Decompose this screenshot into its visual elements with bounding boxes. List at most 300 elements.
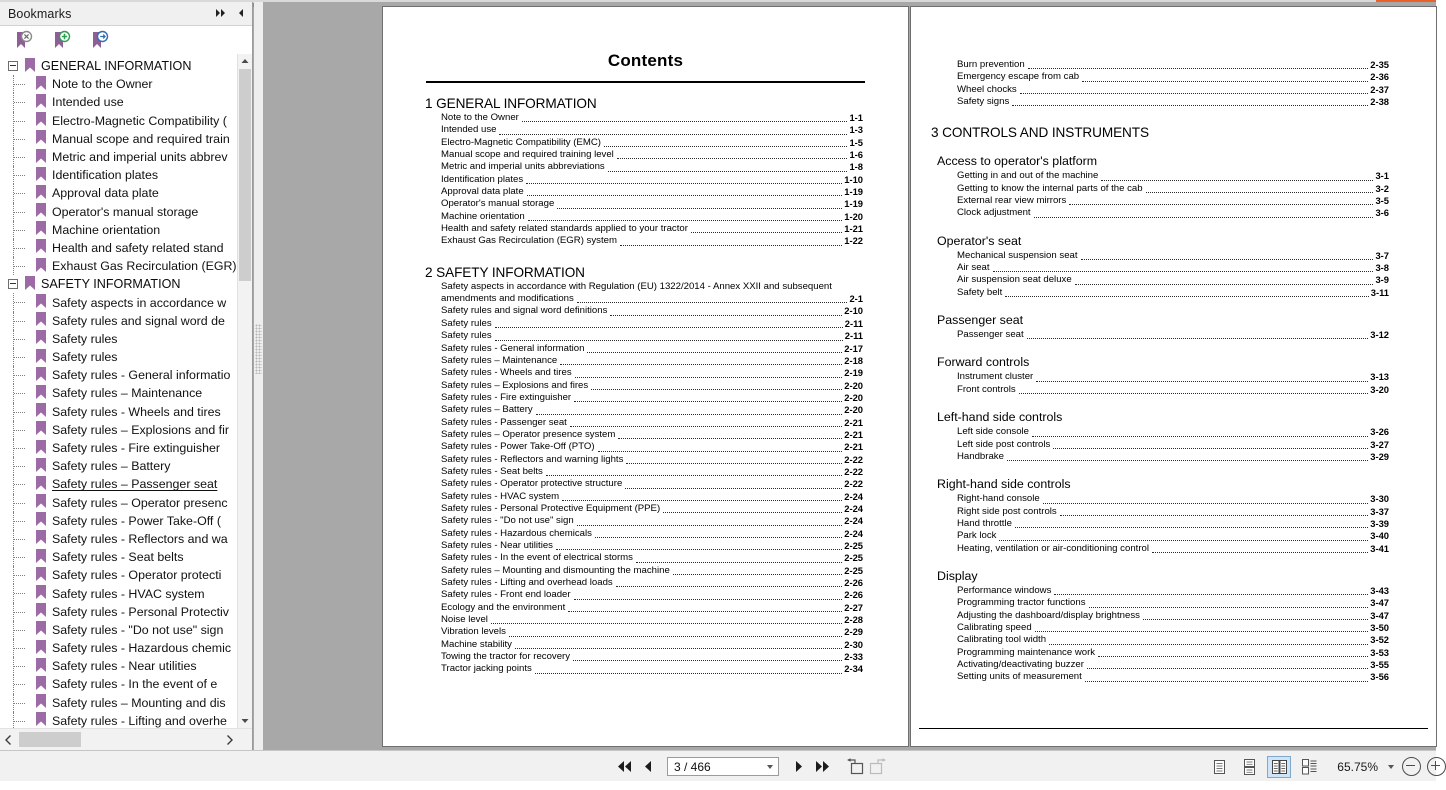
toc-leader-dots (691, 231, 842, 233)
toc-entry[interactable] (383, 149, 908, 161)
toc-entry[interactable] (911, 262, 1436, 274)
continuous-scroll-view-button[interactable] (1237, 756, 1261, 778)
toc-leader-dots (1143, 618, 1368, 620)
toc-entry-page: 2-33 (844, 651, 863, 663)
toc-chapter-heading[interactable]: 3 CONTROLS AND INSTRUMENTS (931, 125, 1149, 141)
toc-entry-page: 3-40 (1370, 530, 1389, 542)
bookmark-item[interactable] (0, 257, 252, 275)
toc-leader-dots (1053, 447, 1368, 449)
bookmark-item[interactable] (0, 75, 252, 93)
toc-entry-label: Performance windows (957, 584, 1052, 596)
toc-leader-dots (620, 244, 842, 246)
toc-entry-page: 3-11 (1370, 286, 1389, 298)
toc-entry[interactable] (911, 59, 1436, 71)
toc-leader-dots (1054, 593, 1368, 595)
toc-entry[interactable] (911, 506, 1436, 518)
toc-entry[interactable] (383, 626, 908, 638)
toc-entry[interactable] (383, 429, 908, 441)
toc-entry[interactable] (911, 287, 1436, 299)
two-page-scroll-view-button[interactable] (1297, 756, 1321, 778)
bookmark-item[interactable] (0, 221, 252, 239)
toc-entry[interactable] (383, 503, 908, 515)
tree-branch-line (14, 503, 25, 505)
bookmark-flag-icon (24, 275, 36, 294)
toc-entry-label: Wheel chocks (957, 83, 1017, 95)
toc-entry-page: 1-6 (849, 149, 863, 161)
bookmark-item[interactable] (0, 694, 252, 712)
toc-entry-label: Clock adjustment (957, 207, 1031, 219)
bookmarks-tree[interactable] (0, 54, 252, 728)
toc-entry-label: Note to the Owner (441, 112, 519, 123)
bookmark-item-label: Metric and imperial units abbrev (52, 150, 228, 165)
toc-entry-label: Safety belt (957, 286, 1003, 298)
bookmarks-panel (0, 2, 253, 750)
toc-leader-dots (1036, 380, 1368, 382)
toc-entry[interactable] (383, 540, 908, 552)
bookmark-item[interactable] (0, 348, 252, 366)
toc-entry-label: Metric and imperial units abbreviations (441, 161, 605, 173)
toc-entry-label: Right side post controls (957, 505, 1057, 517)
toc-entry-page: 2-24 (844, 515, 863, 527)
bookmark-item[interactable] (0, 93, 252, 111)
toc-entry[interactable] (383, 478, 908, 490)
tree-branch-line (14, 84, 25, 86)
toc-entry[interactable] (383, 198, 908, 210)
toc-entry[interactable] (911, 207, 1436, 219)
toc-entry-label: Mechanical suspension seat (957, 249, 1078, 261)
toc-entry-label: Safety rules - Personal Protective Equipment (PPE) (441, 502, 661, 514)
toc-leader-dots (1082, 80, 1368, 82)
page-title: Contents (607, 51, 684, 70)
toc-leader-dots (1019, 392, 1369, 394)
toc-entry-label: Air suspension seat deluxe (957, 274, 1072, 286)
toc-entry[interactable] (383, 639, 908, 651)
toc-entry[interactable] (911, 71, 1436, 83)
toc-entry[interactable] (383, 318, 908, 330)
toc-chapter-heading[interactable]: 1 GENERAL INFORMATION (425, 96, 597, 111)
previous-view-button[interactable] (844, 755, 866, 779)
toc-entry[interactable] (911, 518, 1436, 530)
toc-entry-page: 2-21 (844, 428, 863, 440)
toc-leader-dots (1007, 459, 1368, 461)
toc-entry[interactable] (911, 493, 1436, 505)
bookmark-flag-icon (35, 475, 47, 494)
bookmarks-header (0, 2, 252, 26)
toc-entry[interactable] (911, 195, 1436, 207)
toc-leader-dots (1049, 643, 1368, 645)
toc-section-heading[interactable]: Forward controls (937, 355, 1030, 370)
bookmark-item[interactable] (0, 148, 252, 166)
toc-entry[interactable] (383, 651, 908, 663)
tree-branch-line (14, 175, 25, 177)
bookmark-flag-icon (35, 75, 47, 94)
toc-entry-page: 2-22 (844, 465, 863, 477)
bookmark-item-label: Safety rules - HVAC system (52, 586, 205, 601)
toc-entry-label: Emergency escape from cab (957, 71, 1080, 83)
toc-entry-page: 2-1 (849, 293, 863, 305)
bookmark-item-label: Safety rules - Near utilities (52, 659, 197, 674)
toc-entry[interactable] (383, 466, 908, 478)
toc-entry[interactable] (911, 329, 1436, 341)
toc-entry-label: Safety rules - Seat belts (441, 465, 543, 477)
toc-entry[interactable] (911, 84, 1436, 96)
toc-section-heading[interactable]: Left-hand side controls (937, 410, 1063, 425)
two-page-view-button[interactable] (1267, 756, 1291, 778)
toc-entry[interactable] (911, 659, 1436, 671)
toc-entry-label: Safety rules - Operator protective structure (441, 478, 623, 490)
toc-section-heading[interactable]: Passenger seat (937, 313, 1024, 328)
bookmark-flag-icon (35, 548, 47, 567)
bookmark-flag-icon (35, 366, 47, 385)
toc-entry[interactable] (383, 404, 908, 416)
last-page-button[interactable] (810, 754, 834, 780)
toc-entry[interactable] (383, 343, 908, 355)
zoom-level-value[interactable]: 65.75% (1337, 759, 1378, 774)
toc-leader-dots (1146, 191, 1374, 193)
bookmark-item[interactable] (0, 112, 252, 130)
zoom-chevron-down-icon[interactable] (1388, 765, 1394, 769)
new-bookmark-icon[interactable] (50, 29, 72, 51)
tree-branch-line (14, 684, 25, 686)
toc-entry[interactable] (383, 211, 908, 223)
toc-entry[interactable] (383, 380, 908, 392)
toc-entry-page: 2-22 (844, 478, 863, 490)
toc-entry[interactable] (383, 124, 908, 136)
toc-entry-page: 3-5 (1375, 195, 1389, 207)
bookmark-item[interactable] (0, 384, 252, 402)
toc-entry-page: 3-43 (1370, 584, 1389, 596)
toc-entry[interactable] (383, 614, 908, 626)
toc-leader-dots (1012, 104, 1368, 106)
bookmark-item[interactable] (0, 203, 252, 221)
toc-entry[interactable] (383, 161, 908, 173)
bookmark-item-label: SAFETY INFORMATION (41, 277, 181, 292)
bookmarks-title: Bookmarks (8, 6, 72, 21)
hscrollbar-thumb[interactable] (19, 732, 81, 747)
toc-entry-label: Machine orientation (441, 210, 525, 222)
toc-entry[interactable] (383, 392, 908, 404)
toc-entry[interactable] (383, 589, 908, 601)
toc-entry[interactable] (383, 441, 908, 453)
bookmark-item[interactable] (0, 457, 252, 475)
single-page-view-button[interactable] (1207, 756, 1231, 778)
toc-entry-label: Programming maintenance work (957, 646, 1096, 658)
toc-entry-label: Identification plates (441, 173, 524, 185)
bookmark-item[interactable] (0, 239, 252, 257)
toc-entry-page: 2-11 (844, 317, 863, 329)
toc-entry[interactable] (911, 543, 1436, 555)
bookmark-flag-icon (35, 657, 47, 676)
toc-entry[interactable] (911, 622, 1436, 634)
tree-branch-line (14, 521, 25, 523)
bookmark-item[interactable] (0, 312, 252, 330)
tree-branch-line (14, 375, 25, 377)
toc-entry-page: 2-24 (844, 490, 863, 502)
bookmark-item[interactable] (0, 166, 252, 184)
goto-bookmark-icon[interactable] (88, 29, 110, 51)
collapse-node-icon[interactable] (8, 61, 18, 71)
toc-entry[interactable] (911, 250, 1436, 262)
toc-entry[interactable] (911, 451, 1436, 463)
collapse-panel-icon[interactable] (232, 4, 250, 22)
zoom-out-button[interactable] (1402, 757, 1421, 776)
bookmark-item[interactable] (0, 184, 252, 202)
toc-section-heading[interactable]: Right-hand side controls (937, 477, 1071, 492)
toc-entry-label: Tractor jacking points (441, 663, 532, 675)
toc-entry[interactable] (383, 552, 908, 564)
next-page-button[interactable] (786, 754, 810, 780)
toc-entry[interactable] (383, 491, 908, 503)
toc-entry[interactable] (383, 330, 908, 342)
toc-entry-page: 3-53 (1370, 646, 1389, 658)
toc-entry-page: 2-35 (1370, 59, 1389, 70)
toc-entry-label: Intended use (441, 124, 497, 136)
bottom-toolbar (0, 750, 1436, 781)
toc-section-heading[interactable]: Display (937, 568, 978, 583)
toc-entry-page: 2-34 (844, 663, 863, 675)
bookmark-item[interactable] (0, 57, 252, 75)
toc-entry[interactable] (383, 417, 908, 429)
toc-leader-dots (1043, 502, 1369, 504)
bookmark-flag-icon (35, 166, 47, 185)
tree-branch-line (14, 557, 25, 559)
bookmark-item[interactable] (0, 403, 252, 421)
toc-entry[interactable] (911, 634, 1436, 646)
bookmark-item[interactable] (0, 275, 252, 293)
first-page-button[interactable] (612, 754, 636, 780)
toc-leader-dots (1015, 526, 1368, 528)
bookmark-item[interactable] (0, 530, 252, 548)
tree-branch-line (14, 212, 25, 214)
toc-entry-page: 2-28 (844, 614, 863, 626)
bookmark-item-label: Approval data plate (52, 186, 159, 201)
bookmark-item[interactable] (0, 512, 252, 530)
toc-entry[interactable] (911, 96, 1436, 108)
toc-entry-page: 2-24 (844, 502, 863, 514)
bookmark-flag-icon (35, 639, 47, 658)
tree-branch-line (14, 102, 25, 104)
bookmark-flag-icon (35, 511, 47, 530)
tree-branch-line (14, 648, 25, 650)
toc-section-heading[interactable]: Operator's seat (937, 233, 1022, 248)
toc-entry[interactable] (911, 170, 1436, 182)
toc-entry-page: 3-27 (1370, 438, 1389, 450)
toc-entry-label: amendments and modifications (441, 293, 574, 305)
bookmark-item[interactable] (0, 675, 252, 693)
bookmark-item[interactable] (0, 548, 252, 566)
toc-entry-label: Activating/deactivating buzzer (957, 658, 1084, 670)
toc-entry-label: Machine stability (441, 638, 512, 650)
toc-entry-page: 1-21 (844, 223, 863, 235)
toc-leader-dots (1005, 295, 1368, 297)
bookmark-item-label: Safety rules (52, 331, 118, 346)
bookmark-flag-icon (35, 311, 47, 330)
toc-entry[interactable] (383, 235, 908, 247)
bookmark-item[interactable] (0, 603, 252, 621)
bookmarks-horizontal-scrollbar[interactable] (0, 728, 252, 750)
scroll-left-icon[interactable] (0, 729, 17, 750)
toc-entry-page: 3-7 (1375, 249, 1389, 261)
panel-splitter[interactable] (254, 2, 263, 750)
bookmark-item[interactable] (0, 494, 252, 512)
bookmark-item-label: Operator's manual storage (52, 204, 199, 219)
bookmark-item-label: Exhaust Gas Recirculation (EGR) (52, 259, 237, 274)
bookmark-flag-icon (35, 202, 47, 221)
toc-entry[interactable] (911, 671, 1436, 683)
bookmarks-toolbar (0, 26, 252, 55)
toc-entry-page: 3-29 (1370, 450, 1389, 462)
toc-leader-dots (616, 585, 843, 587)
bookmark-item[interactable] (0, 330, 252, 348)
toc-leader-dots (535, 672, 842, 674)
tree-branch-line (14, 393, 25, 395)
toc-entry[interactable] (911, 384, 1436, 396)
toc-leader-dots (1028, 67, 1369, 69)
zoom-in-button[interactable] (1427, 757, 1446, 776)
toc-leader-dots (527, 194, 843, 196)
page-bottom-rule (919, 728, 1428, 729)
toc-entry[interactable] (911, 426, 1436, 438)
toc-entry[interactable] (383, 663, 908, 675)
toc-leader-dots (626, 462, 842, 464)
scroll-up-icon[interactable] (238, 54, 252, 68)
toc-entry-label: Programming tractor functions (957, 597, 1086, 609)
bookmark-item-label: Safety aspects in accordance w (52, 295, 227, 310)
page-number-input[interactable] (667, 757, 779, 776)
toc-leader-dots (1034, 216, 1374, 218)
toc-entry[interactable] (383, 223, 908, 235)
bookmark-item[interactable] (0, 621, 252, 639)
bookmark-flag-icon (35, 348, 47, 367)
toc-entry-page: 3-30 (1370, 493, 1389, 505)
toc-leader-dots (556, 548, 842, 550)
scroll-right-icon[interactable] (221, 729, 238, 750)
toc-chapter-heading[interactable]: 2 SAFETY INFORMATION (425, 264, 585, 280)
toc-entry[interactable] (911, 371, 1436, 383)
toc-entry-label: Getting in and out of the machine (957, 170, 1099, 182)
bookmark-item[interactable] (0, 421, 252, 439)
bookmark-item-label: Safety rules - Operator protecti (52, 568, 222, 583)
tree-branch-line (14, 539, 25, 541)
bookmark-item[interactable] (0, 293, 252, 311)
toc-entry[interactable] (383, 174, 908, 186)
toc-entry-page: 2-10 (844, 305, 863, 317)
toc-entry-label: Approval data plate (441, 186, 524, 198)
toc-entry-page: 3-39 (1370, 517, 1389, 529)
toc-entry[interactable] (383, 577, 908, 589)
toc-entry[interactable] (911, 530, 1436, 542)
toc-entry[interactable] (911, 183, 1436, 195)
toc-entry[interactable] (911, 597, 1436, 609)
document-viewport[interactable] (263, 2, 1436, 750)
toc-entry[interactable] (911, 610, 1436, 622)
chevron-down-icon[interactable] (767, 765, 773, 769)
toc-entry-page: 2-20 (844, 379, 863, 391)
toc-entry-label: Heating, ventilation or air-conditioning control (957, 542, 1149, 554)
toc-leader-dots (575, 376, 843, 378)
previous-page-button[interactable] (636, 754, 660, 780)
bookmark-item[interactable] (0, 639, 252, 657)
toc-entry-page: 2-22 (844, 453, 863, 465)
toc-entry[interactable] (911, 274, 1436, 286)
collapse-node-icon[interactable] (8, 279, 18, 289)
next-view-button[interactable] (866, 755, 888, 779)
title-rule (426, 81, 865, 83)
page-number-value[interactable]: 3 / 466 (674, 759, 711, 774)
toc-entry-label: External rear view mirrors (957, 195, 1067, 207)
bookmark-flag-icon (35, 93, 47, 112)
toc-leader-dots (604, 145, 848, 147)
toc-entry-label: Calibrating speed (957, 621, 1032, 633)
toc-entry-label: Safety rules – Mounting and dismounting the machine (441, 564, 670, 576)
toc-entry-page: 2-21 (844, 441, 863, 453)
toc-leader-dots (573, 659, 842, 661)
toc-entry[interactable] (383, 186, 908, 198)
scroll-down-icon[interactable] (238, 714, 252, 728)
toc-entry[interactable] (383, 367, 908, 379)
bookmark-item[interactable] (0, 566, 252, 584)
toc-entry-page: 2-38 (1370, 96, 1389, 108)
toc-entry-label: Safety rules - Front end loader (441, 589, 571, 601)
toc-entry[interactable] (383, 528, 908, 540)
tree-branch-line (14, 121, 25, 123)
bookmark-item-label: Safety rules - In the event of e (52, 677, 218, 692)
toc-entry[interactable] (383, 293, 908, 305)
toc-leader-dots (515, 647, 842, 649)
toc-entry-page: 2-37 (1370, 83, 1389, 95)
toc-entry-label: Towing the tractor for recovery (441, 651, 571, 663)
toc-leader-dots (1152, 551, 1368, 553)
toc-entry[interactable] (383, 515, 908, 527)
toc-entry[interactable] (911, 439, 1436, 451)
toc-entry[interactable] (911, 585, 1436, 597)
toc-entry-page: 2-20 (844, 391, 863, 403)
toc-entry[interactable] (383, 137, 908, 149)
toc-entry-label: Hand throttle (957, 517, 1012, 529)
toc-entry[interactable] (383, 602, 908, 614)
bookmark-item[interactable] (0, 366, 252, 384)
toc-entry-page: 3-9 (1375, 274, 1389, 286)
toc-section-heading[interactable]: Access to operator's platform (937, 154, 1098, 169)
toc-entry[interactable] (383, 454, 908, 466)
toc-leader-dots (495, 339, 843, 341)
toc-entry[interactable] (383, 305, 908, 317)
bookmark-flag-icon (35, 384, 47, 403)
toc-entry[interactable] (383, 112, 908, 124)
bookmarks-vertical-scrollbar[interactable] (237, 54, 252, 728)
bookmark-flag-icon (35, 257, 47, 276)
expand-all-icon[interactable] (213, 4, 231, 22)
bookmark-item[interactable] (0, 657, 252, 675)
delete-bookmark-icon[interactable] (12, 29, 34, 51)
toc-entry-page: 2-11 (844, 330, 863, 342)
tree-branch-line (14, 412, 25, 414)
scrollbar-thumb[interactable] (239, 69, 251, 281)
bookmark-item[interactable] (0, 130, 252, 148)
bookmark-item[interactable] (0, 439, 252, 457)
toc-entry-label: Safety rules – Maintenance (441, 354, 558, 366)
toc-entry[interactable] (911, 647, 1436, 659)
bookmark-item[interactable] (0, 584, 252, 602)
toc-leader-dots (522, 120, 848, 122)
bookmark-item[interactable] (0, 475, 252, 493)
toc-entry-label: Operator's manual storage (441, 198, 555, 210)
toc-entry-label: Safety rules – Explosions and fires (441, 379, 589, 391)
toc-entry[interactable] (383, 355, 908, 367)
toc-entry[interactable] (383, 565, 908, 577)
bookmark-item-label: Safety rules – Passenger seat (52, 477, 218, 492)
tree-branch-line (14, 466, 25, 468)
